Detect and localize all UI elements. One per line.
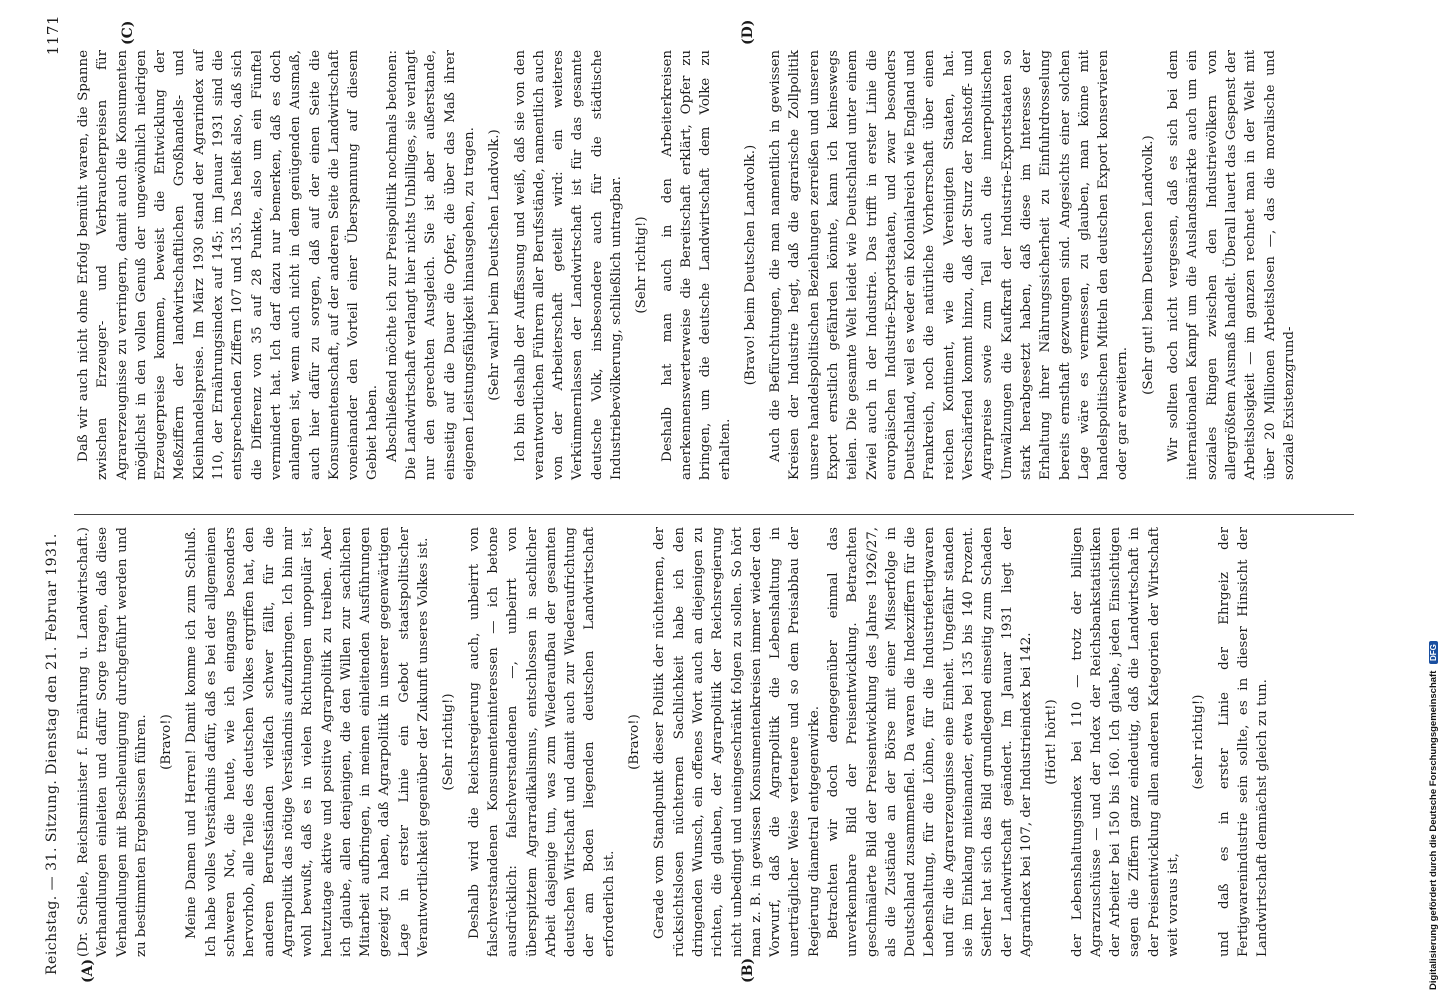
left-paragraph-5: Betrachten wir doch demgegenüber einmal das unverkennbare Bild der Preisentwicklung. Betrachten geschmälerte Bild der Preisentwicklung des Jahres 1926/27, als die Zustände an der Börse mit einer Misserfolge in Deutschland zusammenfiel. Da waren die Indexziffern für die Lebenshaltung, für die Löhne, für die Industriefertigwaren und für die Agrarerzeugnisse eine Einheit. Ungefähr standen sie im Einklang miteinander, etwa bei 135 bis 140 Prozent. Seither hat sich das Bild grundlegend einseitig zum Schaden der Landwirtschaft geändert. Im Januar 1931 liegt der Agrarindex bei 107, der Industrieindex bei 142. bbox=[825, 527, 1034, 957]
right-paragraph-3: Ich bin deshalb der Auffassung und weiß, daß sie von den verantwortlichen Führern aller Berufsstände, namentlich auch von der Arbeiterschaft geteilt wird: ein weiteres Verkümmernlassen der Landwirtschaft ist für das gesamte deutsche Volk, insbesondere auch für die städtische Industriebevölkerung, schließlich untragbar. bbox=[512, 50, 625, 480]
left-reaction-2: (Sehr richtig!) bbox=[441, 693, 457, 791]
right-column bbox=[74, 50, 1299, 480]
page-number: 1171 bbox=[44, 15, 62, 56]
left-reaction-1: (Bravo!) bbox=[159, 714, 175, 770]
right-paragraph-5: Auch die Befürchtungen, die man namentlich in gewissen Kreisen der Industrie hegt, daß die agrarische Zollpolitik unsere handelspolitischen Beziehungen zerreißen und unseren Export ernstlich gefährden könnte, kann ich keineswegs teilen. Die gesamte Welt leidet wie Deutschland unter einem Zwiel auch in der Industrie. Das trifft in erster Linie die europäischen Industrie-Exportstaaten, und zwar besonders Deutschland, weil es weder ein Kolonialreich wie England und Frankreich, noch die natürliche Vorherrschaft über einen reichen Kontinent, wie die Vereinigten Staaten, hat. Verschärfend kommt hinzu, daß der Sturz der Rohstoff- und Agrarpreise sowie zum Teil auch die innerpolitischen Umwälzungen die Kaufkraft der Industrie-Exportstaaten so stark herabgesetzt haben, daß diese im Interesse der Erhaltung ihrer Nährungssicherheit zu Einfuhrdrosselung bereits ernsthaft gezwungen sind. Angesichts einer solchen Lage wäre es vermessen, zu glauben, man könne mit handelspolitischen Mitteln den deutschen Export konservieren oder gar erweitern. bbox=[768, 50, 1131, 480]
dfg-logo: DFG bbox=[1429, 641, 1438, 664]
left-paragraph-2: Meine Damen und Herren! Damit komme ich zum Schluß. Ich habe volles Verständnis dafür, daß es bei der allgemeinen schweren Not, die heute, wie ich eingangs besonders hervorhob, alle Teile des deutschen Volkes ergriffen hat, den anderen Berufsständen vielfach schwer fällt, für die Agrarpolitik das nötige Verständnis aufzubringen. Ich bin mir wohl bewußt, daß es in vielen Richtungen unpopulär ist, heutzutage aktive und positive Agrarpolitik zu treiben. Aber ich glaube, allen denjenigen, die den Willen zur sachlichen Mitarbeit aufbringen, in meinen einleitenden Ausführungen gezeigt zu haben, daß Agrarpolitik in unserer gegenwärtigen Lage in erster Linie ein Gebot staatspolitischer Verantwortlichkeit gegenüber der Zukunft unseres Volkes ist. bbox=[184, 527, 432, 957]
left-reaction-5: (sehr richtig!) bbox=[1191, 694, 1207, 790]
margin-mark-d: (D) bbox=[740, 19, 756, 45]
right-paragraph-1: Daß wir auch nicht ohne Erfolg bemüht waren, die Spanne zwischen Erzeuger- und Verbraucherpreisen für Agrarerzeugnisse zu verringern, damit auch die Konsumenten möglichst in den vollen Genuß der ungewöhnlich niedrigen Erzeugerpreise kommen, beweist die Entwicklung der Meßziffern der landwirtschaftlichen Großhandels- und Kleinhandelspreise. Im März 1930 stand der Agrarindex auf 110, der Ernährungsindex auf 145; im Januar 1931 sind die entsprechenden Ziffern 107 und 135. Das heißt also, daß sich die Differenz von 35 auf 28 Punkte, also um ein Fünftel vermindert hat. Ich darf dazu nur bemerken, daß es doch anlangen ist, wenn auch nicht in dem genügenden Ausmaß, auch hier dafür zu sorgen, daß auf der einen Seite die Konsumentenschaft, auf der anderen Seite die Landwirtschaft voneinander den Vorteil einer Überspannung auf diesem Gebiet haben. bbox=[76, 50, 381, 480]
digitization-credit bbox=[1428, 10, 1439, 990]
right-reaction-3: (Bravo! beim Deutschen Landvolk.) bbox=[742, 144, 758, 386]
right-reaction-2: (Sehr richtig!) bbox=[634, 216, 650, 314]
header-title: Reichstag. — 31. Sitzung. Dienstag den 21. Februar 1931. bbox=[44, 533, 60, 975]
credit-text: Digitalisierung gefördert durch die Deutsche Forschungsgemeinschaft bbox=[1428, 670, 1439, 990]
right-reaction-4: (Sehr gut! beim Deutschen Landvolk.) bbox=[1140, 135, 1156, 395]
page-header bbox=[40, 5, 66, 985]
left-reaction-4: (Hört! hört!) bbox=[1044, 699, 1060, 785]
margin-mark-a: (A) bbox=[80, 958, 96, 983]
left-reaction-3: (Bravo!) bbox=[627, 714, 643, 770]
right-paragraph-4: Deshalb hat man auch in den Arbeiterkreisen anerkennenswerterweise die Bereitschaft erklärt, Opfer zu bringen, um die deutsche Landwirtschaft dem Volke zu erhalten. bbox=[659, 50, 733, 480]
column-divider bbox=[74, 514, 1354, 515]
left-paragraph-1: (Dr. Schiele, Reichsminister f. Ernährung u. Landwirtschaft.) Verhandlungen einleiten und dafür Sorge tragen, daß diese Verhandlungen mit Beschleunigung durchgeführt werden und zu bestimmten Ergebnissen führen. bbox=[76, 527, 149, 957]
left-paragraph-7: und daß es in erster Linie der Ehrgeiz der Fertigwarenindustrie sein sollte, es in dieser Hinsicht der Landwirtschaft demnächst gleich zu tun. bbox=[1216, 527, 1271, 957]
left-column bbox=[74, 527, 1273, 957]
right-paragraph-2: Abschließend möchte ich zur Preispolitik nochmals betonen: Die Landwirtschaft verlangt hier nichts Unbilliges, sie verlangt nur den gerechten Ausgleich. Sie ist aber außerstande, einseitig auf die Dauer die Opfer, die über das Maß ihrer eigenen Leistungsfähigkeit hinausgehen, zu tragen. bbox=[384, 50, 477, 480]
margin-mark-c: (C) bbox=[120, 20, 136, 45]
margin-mark-b: (B) bbox=[740, 957, 756, 983]
left-paragraph-3: Deshalb wird die Reichsregierung auch, unbeirrt von falschverstandenen Konsumenteninteressen — ich betone ausdrücklich: falschverstandenen —, unbeirrt von überspitztem Agrarradikalismus, entschlossen in sachlicher Arbeit dasjenige tun, was zum Wiederaufbau der gesamten deutschen Wirtschaft und damit auch zur Wiederaufrichtung der am Boden liegenden deutschen Landwirtschaft erforderlich ist. bbox=[466, 527, 617, 957]
left-paragraph-4: Gerade vom Standpunkt dieser Politik der nüchternen, der rücksichtslosen nüchternen Sachlichkeit habe ich den dringenden Wunsch, ein offenes Wort auch an diejenigen zu richten, die glauben, der Agrarpolitik der Reichsregierung nicht unbedingt und uneingeschränkt folgen zu sollen. So hört man z. B. in gewissen Konsumentenkreisen immer wieder den Vorwurf, daß die Agrarpolitik die Lebenshaltung in unerträglicher Weise verteuere und so dem Preisabbau der Regierung diametral entgegenwirke. bbox=[652, 527, 822, 957]
right-paragraph-6: Wir sollten doch nicht vergessen, daß es sich bei dem internationalen Kampf um die Auslandsmärkte auch um ein soziales Ringen zwischen den Industrievölkern von allergrößtem Ausmaß handelt. Überall lauert das Gespenst der Arbeitslosigkeit — im ganzen rechnet man in der Welt mit über 20 Millionen Arbeitslosen —, das die moralische und soziale Existenzgrund- bbox=[1166, 50, 1297, 480]
rotated-page bbox=[40, 5, 1370, 985]
left-paragraph-6: der Lebenshaltungsindex bei 110 — trotz der billigen Agrarzuschüsse — und der Index der Reichsbankstatistiken der Arbeiter bei 150 bis 160. Ich glaube, jeden Einsichtigen sagen die Ziffern ganz eindeutig, daß die Landwirtschaft in der Preisentwicklung allen anderen Kategorien der Wirtschaft weit voraus ist, bbox=[1069, 527, 1182, 957]
right-reaction-1: (Sehr wahr! beim Deutschen Landvolk.) bbox=[487, 129, 503, 401]
